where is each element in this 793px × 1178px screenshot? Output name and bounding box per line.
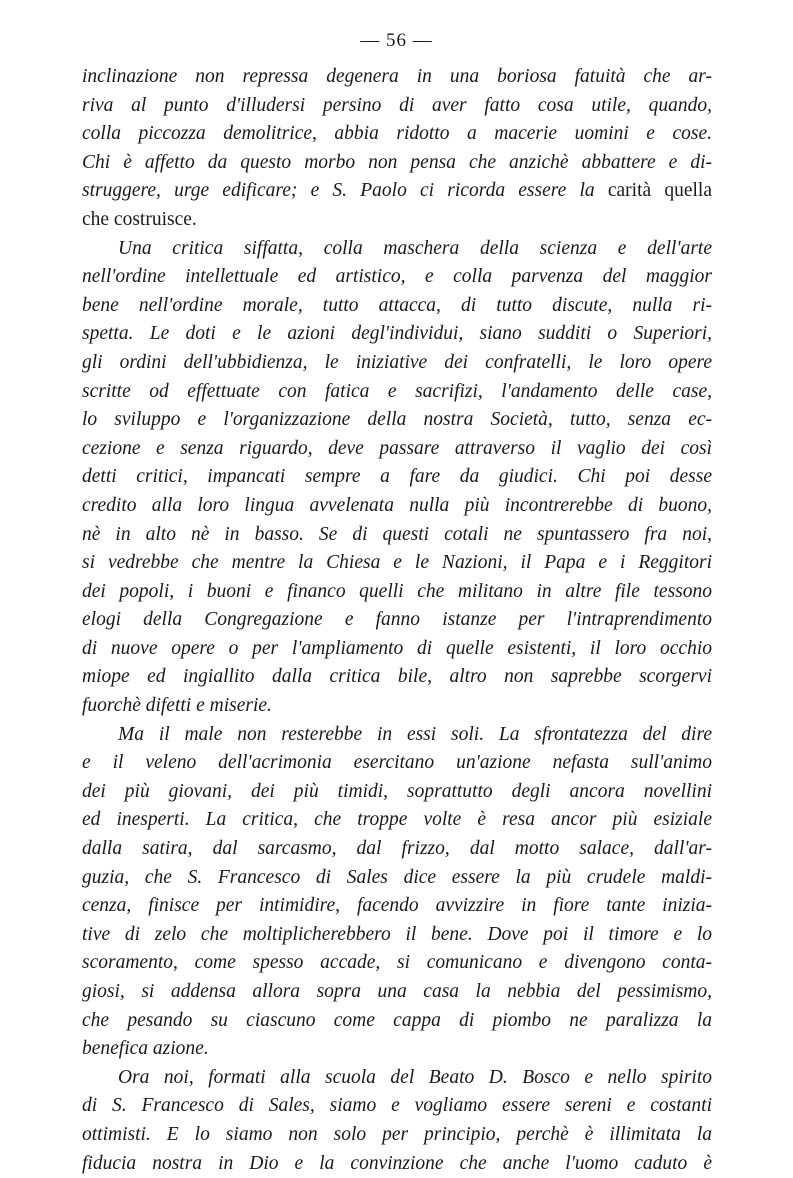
text-line: si vedrebbe che mentre la Chiesa e le Nazioni, il Papa e i Reggitori [82, 552, 712, 574]
text-line: fuorchè difetti e miserie. [82, 695, 272, 717]
text-line: guzia, che S. Francesco di Sales dice essere la più crudele maldi- [82, 866, 712, 888]
text-line: nè in alto nè in basso. Se di questi cotali ne spuntassero fra noi, [82, 523, 712, 545]
text-line: gli ordini dell'ubbidienza, le iniziative dei confratelli, le loro opere [82, 351, 712, 373]
paragraph-start-line: Ora noi, formati alla scuola del Beato D. Bosco e nello spirito [118, 1066, 712, 1088]
text-line: di S. Francesco di Sales, siamo e vogliamo essere sereni e costanti [82, 1095, 712, 1117]
text-line: che costruisce. [82, 208, 197, 230]
text-line: dalla satira, dal sarcasmo, dal frizzo, dal motto salace, dall'ar- [82, 838, 712, 860]
text-line: giosi, si addensa allora sopra una casa la nebbia del pessimismo, [82, 981, 712, 1002]
text-line: detti critici, impancati sempre a fare da giudici. Chi poi desse [82, 466, 712, 488]
text-line: lo sviluppo e l'organizzazione della nostra Società, tutto, senza ec- [82, 409, 712, 431]
text-line: scritte od effettuate con fatica e sacrifizi, l'andamento delle case, [82, 380, 712, 402]
text-line: benefica azione. [82, 1038, 209, 1060]
text-line: dei più giovani, dei più timidi, soprattutto degli ancora novellini [82, 780, 712, 802]
text-line: e il veleno dell'acrimonia esercitano un'azione nefasta sull'animo [82, 752, 712, 774]
paragraph-start-line: Ma il male non resterebbe in essi soli. La sfrontatezza del dire [118, 723, 712, 745]
body-text [82, 63, 712, 1178]
text-line: ed inesperti. La critica, che troppe volte è resa ancor più esiziale [82, 809, 712, 831]
text-line-italic-part: struggere, urge edificare; e S. Paolo ci ricorda essere la [82, 180, 595, 202]
text-line-roman-part: carità quella [607, 180, 712, 202]
text-line: ottimisti. E lo siamo non solo per principio, perchè è illimitata la [82, 1123, 712, 1145]
text-line: che pesando su ciascuno come cappa di piombo ne paralizza la [82, 1009, 712, 1031]
text-line [82, 177, 712, 206]
text-line: spetta. Le doti e le azioni degl'individui, siano sudditi o Superiori, [82, 323, 712, 345]
text-line: fiducia nostra in Dio e la convinzione che anche l'uomo caduto è [82, 1152, 712, 1174]
text-line: colla piccozza demolitrice, abbia ridotto a macerie uomini e cose. [82, 123, 712, 145]
text-line: tive di zelo che moltiplicherebbero il bene. Dove poi il timore e lo [82, 923, 712, 945]
text-line: credito alla loro lingua avvelenata nulla più incontrerebbe di buono, [82, 494, 712, 516]
text-line: cenza, finisce per intimidire, facendo avvizzire in fiore tante inizia- [82, 895, 712, 917]
paragraph-start-line: Una critica siffatta, colla maschera della scienza e dell'arte [118, 237, 712, 259]
text-line: riva al punto d'illudersi persino di aver fatto cosa utile, quando, [82, 94, 712, 116]
text-line: cezione e senza riguardo, deve passare attraverso il vaglio dei così [82, 437, 712, 459]
text-line: scoramento, come spesso accade, si comunicano e divengono conta- [82, 952, 712, 974]
text-line: nell'ordine intellettuale ed artistico, e colla parvenza del maggior [82, 266, 712, 288]
text-line: miope ed ingiallito dalla critica bile, altro non saprebbe scorgervi [82, 666, 712, 688]
text-line: dei popoli, i buoni e financo quelli che militano in altre file tessono [82, 580, 712, 602]
text-line: elogi della Congregazione e fanno istanze per l'intraprendimento [82, 609, 712, 631]
page-number: — 56 — [360, 30, 433, 51]
text-line: Chi è affetto da questo morbo non pensa che anzichè abbattere e di- [82, 151, 712, 173]
text-line: inclinazione non repressa degenera in una boriosa fatuità che ar- [82, 66, 712, 87]
text-line: bene nell'ordine morale, tutto attacca, di tutto discute, nulla ri- [82, 294, 712, 316]
text-line: di nuove opere o per l'ampliamento di quelle esistenti, il loro occhio [82, 637, 712, 659]
